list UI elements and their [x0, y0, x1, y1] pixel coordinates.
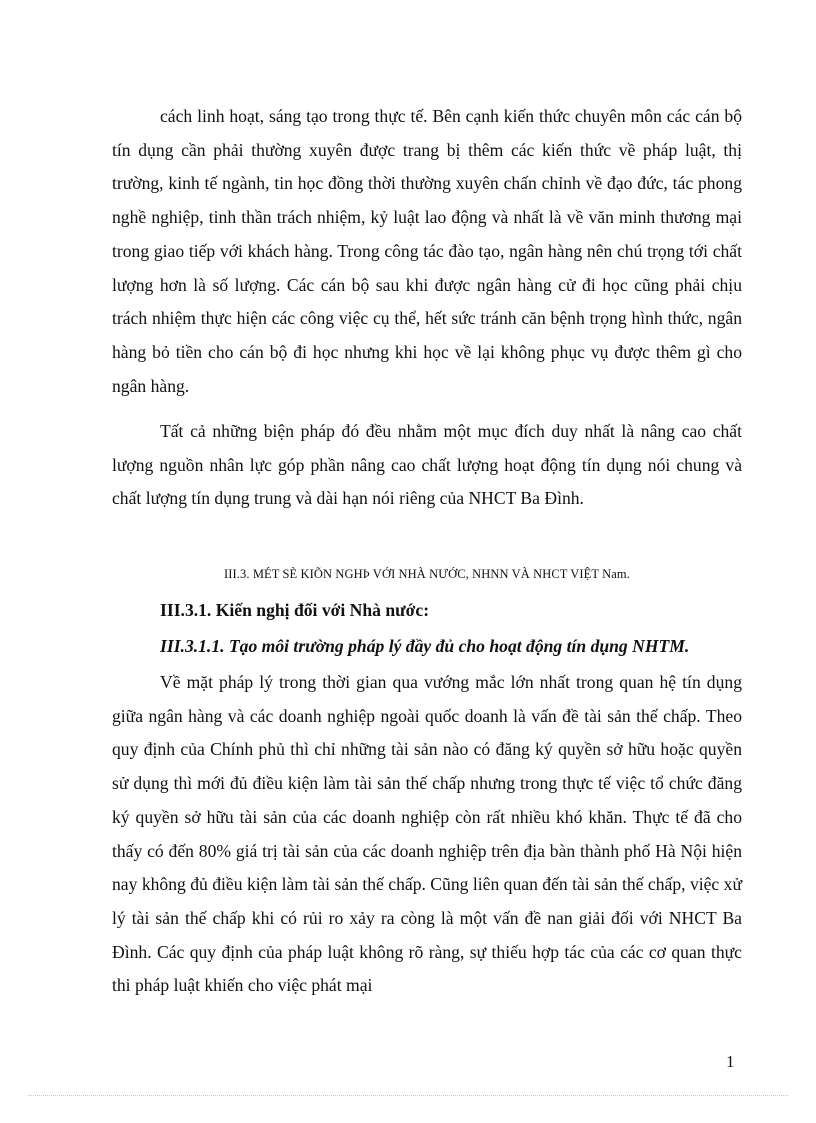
paragraph-staff-training: cách linh hoạt, sáng tạo trong thực tế. Bên cạnh kiến thức chuyên môn các cán bộ tín dụng cần phải thường xuyên được trang bị thêm các kiến thức về pháp luật, thị trường, kinh tế ngành, tin học đồng thời thường xuyên chấn chỉnh về đạo đức, tác phong nghề nghiệp, tinh thần trách nhiệm, kỷ luật lao động và nhất là về văn minh thương mại trong giao tiếp với khách hàng. Trong công tác đào tạo, ngân hàng nên chú trọng tới chất lượng hơn là số lượng. Các cán bộ sau khi được ngân hàng cử đi học cũng phải chịu trách nhiệm thực hiện các công việc cụ thể, hết sức tránh căn bệnh trọng hình thức, ngân hàng bỏ tiền cho cán bộ đi học nhưng khi học về lại không phục vụ được thêm gì cho ngân hàng. — [112, 106, 742, 396]
section-heading: III.3. MÉT SÈ KIÕN NGHÞ VỚI NHÀ NƯỚC, NHNN VÀ NHCT VIỆT Nam. — [224, 567, 630, 581]
paragraph-legal-environment: Về mặt pháp lý trong thời gian qua vướng mắc lớn nhất trong quan hệ tín dụng giữa ngân hàng và các doanh nghiệp ngoài quốc doanh là vấn đề tài sản thế chấp. Theo quy định của Chính phủ thì chỉ những tài sản nào có đăng ký quyền sở hữu hoặc quyền sử dụng thì mới đủ điều kiện làm tài sản thế chấp nhưng trong thực tế việc tổ chức đăng ký quyền sở hữu tài sản của các doanh nghiệp còn rất nhiều khó khăn. Thực tế đã cho thấy có đến 80% giá trị tài sản của các doanh nghiệp trên địa bàn thành phố Hà Nội hiện nay không đủ điều kiện làm tài sản thế chấp. Cũng liên quan đến tài sản thế chấp, việc xử lý tài sản thế chấp khi có rủi ro xảy ra còng là một vấn đề nan giải đối với NHCT Ba Đình. Các quy định của pháp luật không rõ ràng, sự thiếu hợp tác của các cơ quan thực thi pháp luật khiến cho việc phát mại — [112, 672, 742, 996]
subsubsection-heading: III.3.1.1. Tạo môi trường pháp lý đầy đủ cho hoạt động tín dụng NHTM. — [160, 636, 690, 656]
paragraph-summary: Tất cả những biện pháp đó đều nhằm một mục đích duy nhất là nâng cao chất lượng nguồn nhân lực góp phần nâng cao chất lượng hoạt động tín dụng nói chung và chất lượng tín dụng trung và dài hạn nói riêng của NHCT Ba Đình. — [112, 421, 742, 509]
footer-divider — [28, 1095, 788, 1096]
subsection-heading: III.3.1. Kiến nghị đối với Nhà nước: — [160, 600, 430, 620]
page-number: 1 — [726, 1052, 735, 1071]
